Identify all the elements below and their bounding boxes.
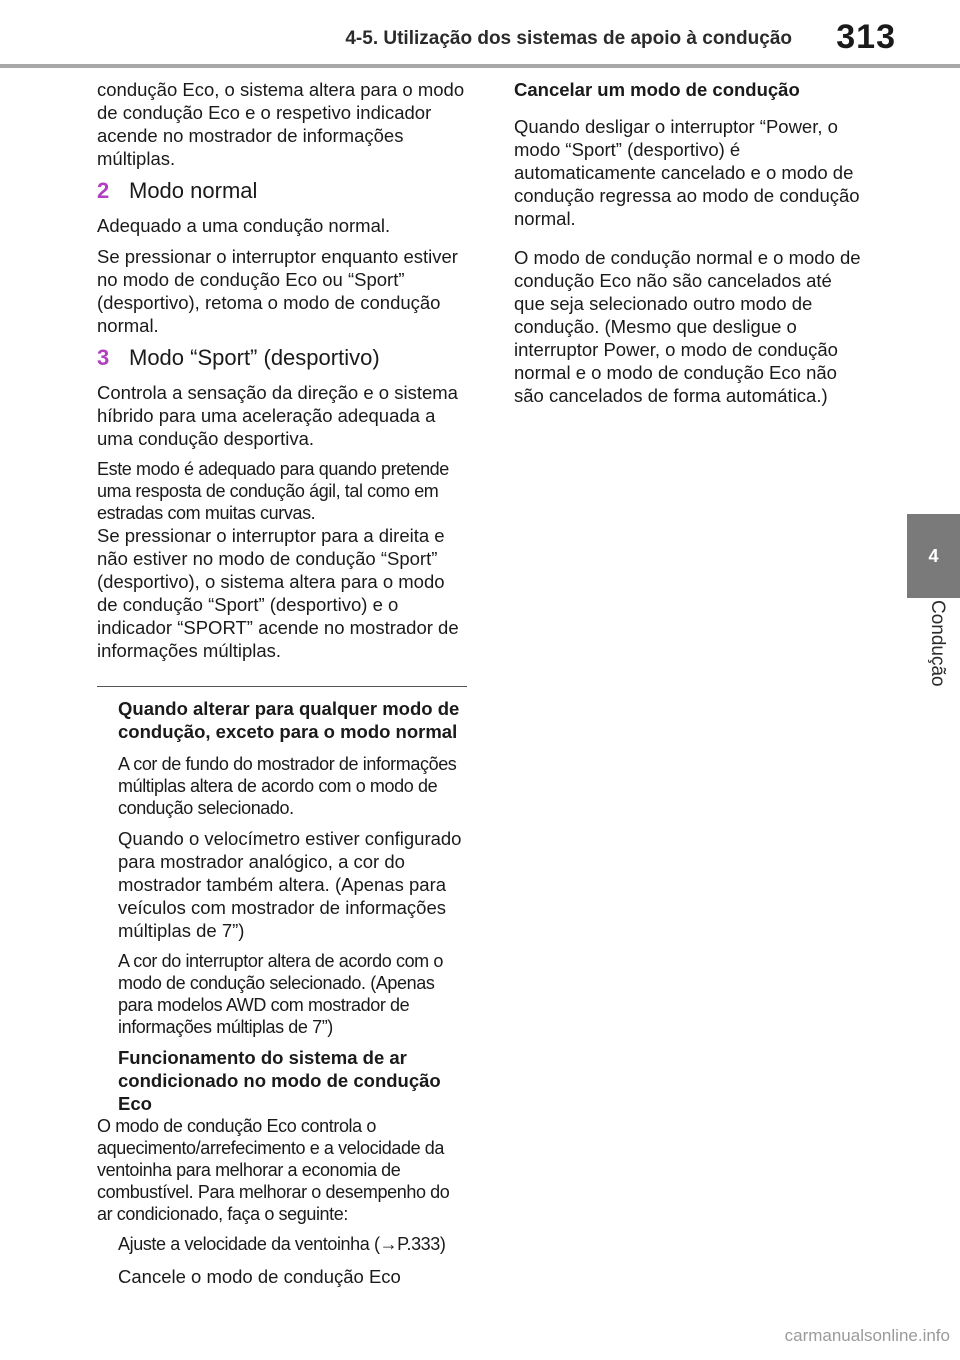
section-3-heading: [97, 345, 467, 371]
left-column: [97, 78, 467, 1288]
right-paragraph: O modo de condução normal e o modo de condução Eco não são cancelados até que seja selecionado outro modo de condução. (Mesmo que desligue o interruptor Power, o modo de condução normal e o modo de condução Eco não são cancelados de forma automática.): [514, 247, 861, 406]
note-paragraph: A cor do interruptor altera de acordo com o modo de condução selecionado. (Apenas para modelos AWD com mostrador de informações múltiplas de 7”): [118, 951, 443, 1037]
right-paragraph: Quando desligar o interruptor “Power, o modo “Sport” (desportivo) é automaticamente cancelado e o modo de condução regressa ao modo de condução normal.: [514, 116, 860, 229]
note-title: Quando alterar para qualquer modo de condução, exceto para o modo normal: [118, 698, 460, 742]
section-2-title: Modo normal: [129, 178, 258, 203]
note-paragraph: Quando o velocímetro estiver configurado para mostrador analógico, a cor do mostrador também altera. (Apenas para veículos com mostrador de informações múltiplas de 7”): [118, 828, 462, 941]
section-2-number: 2: [97, 178, 110, 203]
note-list: [97, 1233, 467, 1288]
section-title: 4-5. Utilização dos sistemas de apoio à condução: [345, 28, 792, 49]
right-column: [514, 78, 866, 407]
section-3-paragraph: Se pressionar o interruptor para a direita e não estiver no modo de condução “Sport” (desportivo), o sistema altera para o modo de condução “Sport” (desportivo) e o indicador “SPORT” acende no mostrador de informações múltiplas.: [97, 525, 459, 661]
note-title: Funcionamento do sistema de ar condicionado no modo de condução Eco: [118, 1047, 441, 1114]
chapter-tab[interactable]: [907, 514, 960, 598]
section-3-title: Modo “Sport” (desportivo): [129, 345, 380, 370]
section-3-paragraph: Controla a sensação da direção e o sistema híbrido para uma aceleração adequada a uma condução desportiva.: [97, 382, 458, 449]
page-number: 313: [836, 18, 896, 56]
right-section-title: Cancelar um modo de condução: [514, 79, 800, 100]
watermark: carmanualsonline.info: [784, 1326, 950, 1345]
note-block: [97, 697, 467, 1115]
header-rule: [0, 64, 960, 68]
section-3-paragraph: Este modo é adequado para quando pretende uma resposta de condução ágil, tal como em estradas com muitas curvas.: [97, 459, 449, 523]
intro-paragraph: condução Eco, o sistema altera para o modo de condução Eco e o respetivo indicador acende no mostrador de informações múltiplas.: [97, 79, 465, 169]
note-divider: [97, 686, 467, 687]
note-paragraph: A cor de fundo do mostrador de informações múltiplas altera de acordo com o modo de condução selecionado.: [118, 754, 457, 818]
section-3-number: 3: [97, 345, 110, 370]
section-2-paragraph: Adequado a uma condução normal.: [97, 215, 391, 236]
note-body: O modo de condução Eco controla o aquecimento/arrefecimento e a velocidade da ventoinha para melhorar a economia de combustível. Para melhorar o desempenho do ar condicionado, faça o seguinte:: [97, 1116, 450, 1224]
chapter-number: 4: [928, 545, 939, 566]
section-2-heading: [97, 178, 467, 204]
note-list-item: Cancele o modo de condução Eco: [118, 1266, 401, 1287]
chapter-label: Condução: [927, 600, 948, 687]
note-list-item: Ajuste a velocidade da ventoinha (→P.333): [118, 1234, 446, 1254]
section-2-paragraph: Se pressionar o interruptor enquanto estiver no modo de condução Eco ou “Sport” (desportivo), retoma o modo de condução normal.: [97, 246, 458, 336]
